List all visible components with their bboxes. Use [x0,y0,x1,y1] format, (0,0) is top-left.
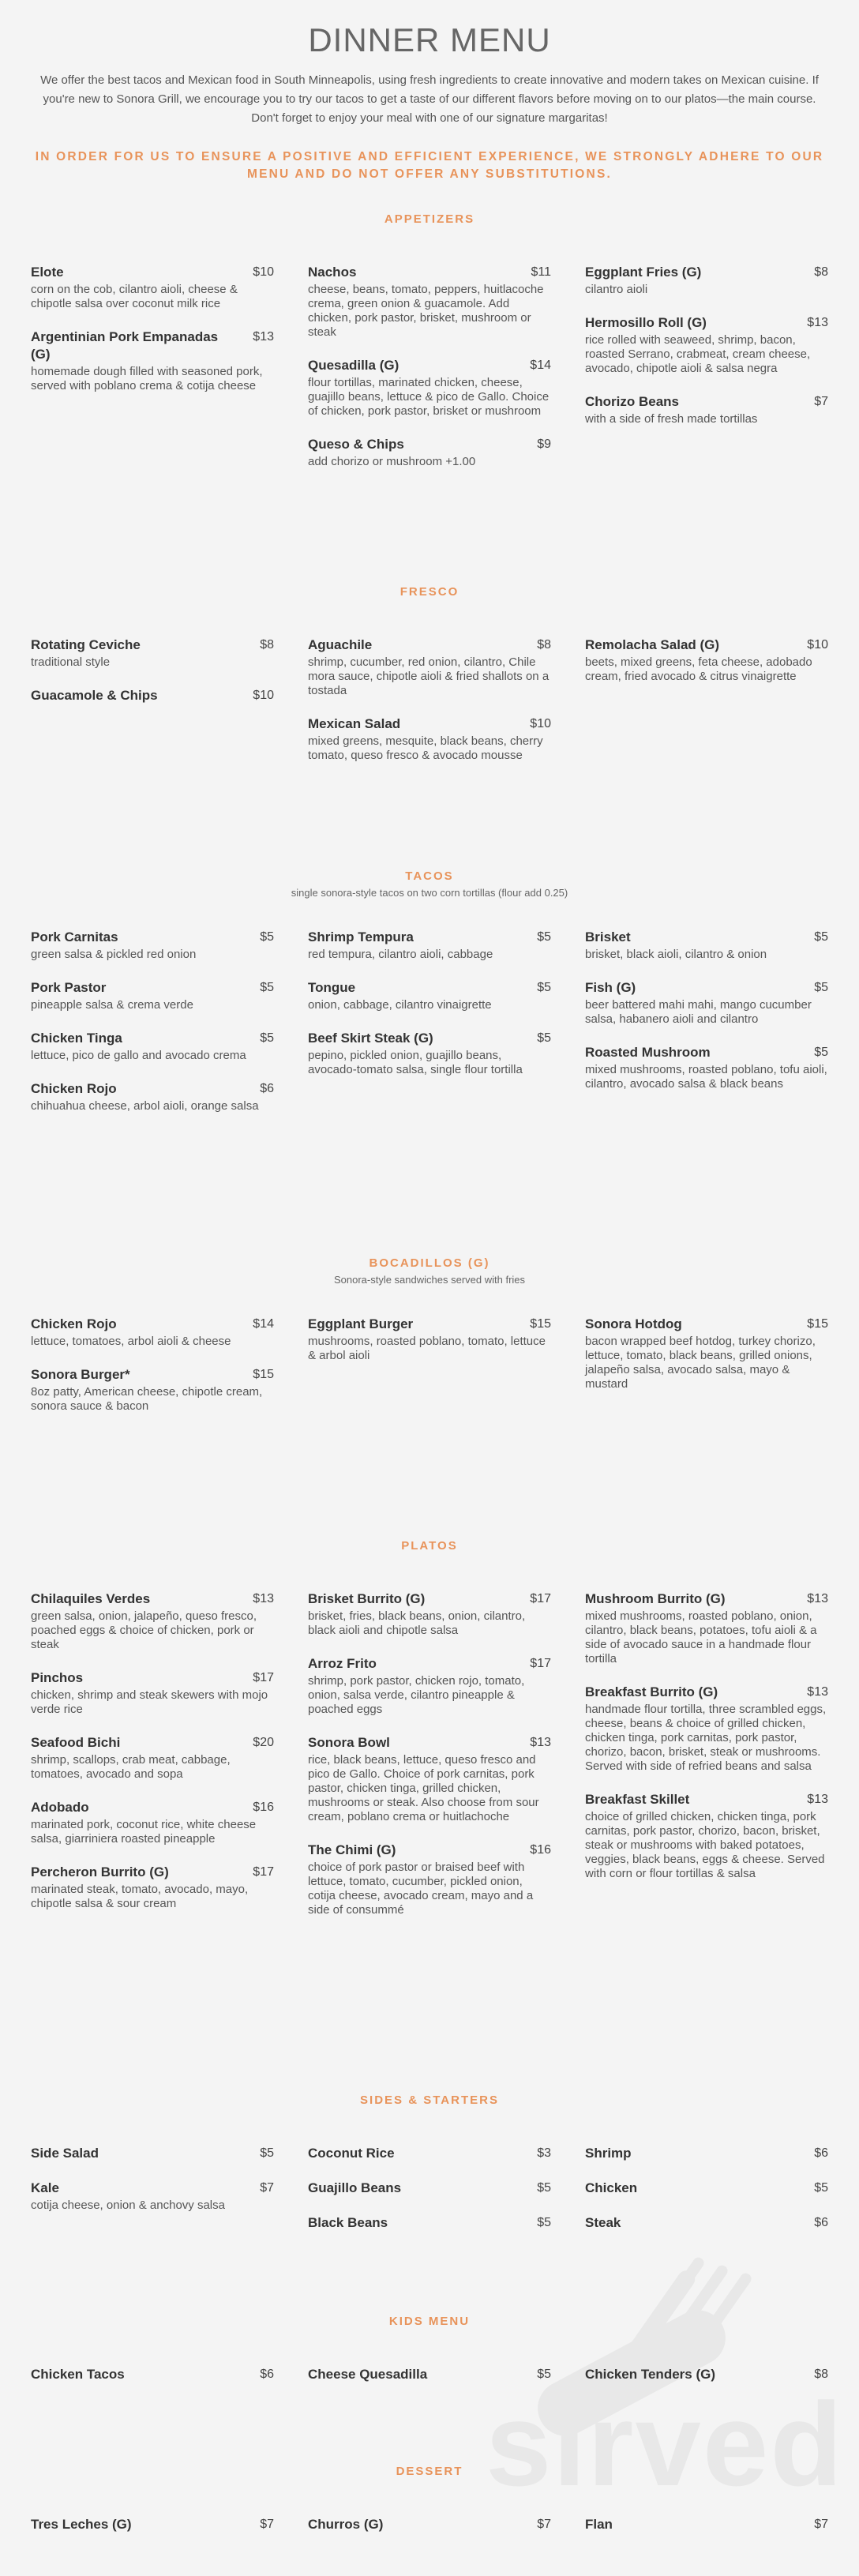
item-description: chicken, shrimp and steak skewers with mojo verde rice [31,1688,268,1716]
menu-column [585,1316,828,1431]
item-name: Sonora Hotdog [585,1316,682,1331]
item-name: Chilaquiles Verdes [31,1591,151,1606]
item-name: Brisket Burrito (G) [308,1591,426,1606]
item-price: $14 [253,1317,274,1331]
item-price: $15 [807,1317,828,1331]
item-price: $13 [807,1592,828,1605]
item-price: $5 [260,930,274,944]
item-price: $9 [537,437,551,451]
item-description: marinated steak, tomato, avocado, mayo, chipotle salsa & sour cream [31,1883,249,1910]
policy-notice: IN ORDER FOR US TO ENSURE A POSITIVE AND EFFICIENT EXPERIENCE, WE STRONGLY ADHERE TO OUR MENU AND DO NOT OFFER ANY SUBSTITUTIONS. [35,150,824,181]
menu-item [308,1655,551,1717]
item-description: rice rolled with seaweed, shrimp, bacon, roasted Serrano, crabmeat, cream cheese, avocado, chipotle aioli & salsa negra [585,333,811,375]
item-name: Chicken [585,2180,638,2195]
menu-item [31,2366,274,2383]
menu-item [308,929,551,962]
item-name: Pork Carnitas [31,929,118,944]
menu-item [31,1030,274,1063]
item-description: 8oz patty, American cheese, chipotle cream, sonora sauce & bacon [31,1385,263,1413]
item-price: $7 [814,2518,828,2531]
menu-column [308,636,551,780]
menu-item [308,2516,551,2533]
menu-column [308,1590,551,1935]
menu-columns [31,1316,828,1431]
item-name: Brisket [585,929,631,944]
item-description: homemade dough filled with seasoned pork, served with poblano crema & cotija cheese [31,365,263,392]
item-name: Chicken Rojo [31,1081,117,1096]
menu-item [31,929,274,962]
menu-column [585,929,828,1131]
item-price: $14 [530,359,551,372]
item-name: Beef Skirt Steak (G) [308,1031,433,1046]
menu-item [31,1080,274,1113]
item-name: Coconut Rice [308,2146,395,2161]
menu-item [585,1316,828,1391]
item-name: Roasted Mushroom [585,1045,711,1060]
item-price: $17 [530,1657,551,1670]
section-title: SIDES & STARTERS [360,2093,499,2107]
menu-item [308,357,551,419]
item-price: $13 [807,1793,828,1806]
item-name: Steak [585,2215,621,2230]
item-name: Queso & Chips [308,437,404,452]
section-title: KIDS MENU [388,2315,471,2328]
item-price: $5 [537,1031,551,1045]
item-description: shrimp, scallops, crab meat, cabbage, tomatoes, avocado and sopa [31,1753,231,1781]
menu-item [31,264,274,311]
item-name: Cheese Quesadilla [308,2367,428,2382]
item-name: Pork Pastor [31,980,107,995]
menu-column [585,1590,828,1935]
menu-item [308,1316,551,1363]
menu-item [31,1669,274,1717]
item-price: $13 [807,316,828,329]
item-price: $15 [253,1368,274,1381]
menu-columns [31,2516,828,2551]
menu-item [308,1590,551,1638]
section-fresco [0,584,859,780]
item-price: $5 [814,2181,828,2195]
menu-item [308,264,551,340]
item-price: $7 [537,2518,551,2531]
menu-item [308,715,551,763]
item-name: Hermosillo Roll (G) [585,315,707,330]
item-name: Adobado [31,1800,89,1815]
item-name: Side Salad [31,2146,99,2161]
item-description: choice of pork pastor or braised beef with lettuce, tomato, cucumber, pickled onion, cotija cheese, avocado cream, mayo and a side of consummé [308,1861,534,1917]
intro-text: We offer the best tacos and Mexican food in South Minneapolis, using fresh ingredients to create innovative and modern takes on Mexican cuisine. If you're new to Sonora Grill, we encourage you to try our tacos to get a taste of our different flavors before moving on to our platos—the main course. Don't forget to enjoy your meal with one of our signature margaritas! [40,73,819,125]
item-price: $10 [253,689,274,702]
menu-item [585,2214,828,2232]
menu-item [31,1799,274,1846]
item-price: $16 [253,1801,274,1814]
item-name: Tres Leches (G) [31,2517,132,2532]
item-price: $6 [814,2146,828,2160]
item-price: $20 [253,1736,274,1749]
item-description: cheese, beans, tomato, peppers, huitlacoche crema, green onion & guacamole. Add chicken, pork pastor, brisket, mushroom or steak [308,283,544,339]
menu-column [308,929,551,1131]
menu-column [585,636,828,780]
item-description: red tempura, cilantro aioli, cabbage [308,948,493,961]
menu-columns [31,929,828,1131]
item-price: $13 [253,1592,274,1605]
menu-columns [31,264,828,486]
item-description: shrimp, pork pastor, chicken rojo, tomato, onion, salsa verde, cilantro pineapple & poached eggs [308,1674,525,1716]
item-description: marinated pork, coconut rice, white cheese salsa, giarriniera roasted pineapple [31,1818,257,1846]
item-description: lettuce, tomatoes, arbol aioli & cheese [31,1335,231,1348]
item-price: $6 [260,1082,274,1095]
menu-columns [31,2366,828,2401]
item-description: choice of grilled chicken, chicken tinga, pork carnitas, pork pastor, chorizo, bacon, brisket, steak or mushrooms with baked potatoes, veggies, black beans, eggs & cheese. Served with corn or flour tortillas & salsa [585,1810,825,1880]
menu-item [31,1590,274,1652]
item-description: brisket, fries, black beans, onion, cilantro, black aioli and chipotle salsa [308,1609,526,1637]
menu-item [585,314,828,376]
item-description: mixed mushrooms, roasted poblano, tofu aioli, cilantro, avocado salsa & black beans [585,1063,827,1091]
item-price: $5 [260,981,274,994]
section-subtitle: single sonora-style tacos on two corn tortillas (flour add 0.25) [291,887,568,899]
item-price: $10 [530,717,551,730]
menu-column [31,1590,274,1935]
item-price: $5 [537,981,551,994]
menu-column [31,929,274,1131]
menu-item [308,636,551,698]
item-price: $5 [814,930,828,944]
menu-column [308,2366,551,2401]
item-price: $6 [260,2368,274,2381]
item-description: mushrooms, roasted poblano, tomato, lettuce & arbol aioli [308,1335,546,1362]
page-title: DINNER MENU [308,21,551,58]
item-description: beets, mixed greens, feta cheese, adobado cream, fried avocado & citrus vinaigrette [585,655,812,683]
menu-column [308,264,551,486]
item-name: Chicken Tinga [31,1031,122,1046]
section-title: FRESCO [399,585,460,599]
menu-item [31,2180,274,2213]
section-title: PLATOS [401,1539,458,1553]
item-price: $17 [253,1671,274,1684]
item-name: Mushroom Burrito (G) [585,1591,726,1606]
menu-item [31,1366,274,1414]
item-description: rice, black beans, lettuce, queso fresco and pico de Gallo. Choice of pork carnitas, pork pastor, chicken tinga, grilled chicken, mushrooms or steak. Also choose from sour cream, poblano crema or huitlachoche [308,1753,539,1823]
item-price: $5 [814,981,828,994]
menu-column [31,264,274,486]
item-price: $5 [260,2146,274,2160]
item-name: Sonora Burger* [31,1367,130,1382]
menu-item [308,2180,551,2197]
item-name: Elote [31,265,64,280]
item-price: $17 [530,1592,551,1605]
menu-column [585,264,828,486]
item-price: $7 [814,395,828,408]
item-price: $5 [260,1031,274,1045]
section-tacos [0,869,859,1131]
item-description: mixed greens, mesquite, black beans, cherry tomato, queso fresco & avocado mousse [308,734,543,762]
menu-item [308,1734,551,1824]
item-name: Rotating Ceviche [31,637,141,652]
item-name: Guajillo Beans [308,2180,402,2195]
item-price: $10 [253,265,274,279]
menu-column [31,2366,274,2401]
item-price: $5 [537,2181,551,2195]
item-description: traditional style [31,655,111,669]
item-description: beer battered mahi mahi, mango cucumber salsa, habanero aioli and cilantro [585,998,812,1026]
menu-page [0,0,859,183]
menu-column [585,2516,828,2551]
menu-columns [31,1590,828,1935]
item-description: with a side of fresh made tortillas [585,412,758,426]
item-description: mixed mushrooms, roasted poblano, onion, cilantro, black beans, potatoes, tofu aioli & a side of avocado sauce in a handmade flour tortilla [585,1609,817,1665]
menu-item [308,2145,551,2162]
item-name: Breakfast Burrito (G) [585,1684,718,1699]
item-description: bacon wrapped beef hotdog, turkey chorizo, lettuce, tomato, black beans, grilled onions, jalapeño salsa, avocado salsa, mayo & mustard [585,1335,816,1391]
menu-column [585,2366,828,2401]
menu-item [585,1684,828,1774]
item-price: $7 [260,2181,274,2195]
item-name: Eggplant Fries (G) [585,265,702,280]
item-name: Guacamole & Chips [31,688,158,703]
menu-item [31,636,274,670]
section-kids-menu [0,2314,859,2401]
item-name: Nachos [308,265,357,280]
item-name: Eggplant Burger [308,1316,414,1331]
item-description: corn on the cob, cilantro aioli, cheese & chipotle salsa over coconut milk rice [31,283,238,310]
item-name: Quesadilla (G) [308,358,399,373]
item-price: $3 [537,2146,551,2160]
item-description: green salsa, onion, jalapeño, queso fresco, poached eggs & choice of chicken, pork or steak [31,1609,257,1651]
menu-item [585,2180,828,2197]
item-price: $15 [530,1317,551,1331]
section-appetizers [0,212,859,486]
section-bocadillos-g [0,1256,859,1431]
menu-item [585,929,828,962]
item-price: $5 [537,2368,551,2381]
item-name: Shrimp [585,2146,632,2161]
item-description: brisket, black aioli, cilantro & onion [585,948,767,961]
menu-item [585,264,828,297]
watermark-logo: sirved [486,2378,844,2510]
menu-item [31,2145,274,2162]
item-price: $8 [537,638,551,652]
section-platos [0,1538,859,1935]
item-price: $5 [814,1046,828,1059]
item-price: $13 [807,1685,828,1699]
menu-column [31,2516,274,2551]
item-price: $11 [531,265,551,279]
item-name: Flan [585,2517,613,2532]
item-description: onion, cabbage, cilantro vinaigrette [308,998,492,1012]
item-name: Chicken Rojo [31,1316,117,1331]
item-description: handmade flour tortilla, three scrambled eggs, cheese, beans & choice of grilled chicken, chicken tinga, pork carnitas, pork pastor, chorizo, bacon, brisket, steak or mushrooms. Served with side of refried beans and salsa [585,1703,827,1773]
item-price: $17 [253,1865,274,1879]
item-name: Chorizo Beans [585,394,680,409]
item-name: Fish (G) [585,980,636,995]
item-name: Mexican Salad [308,716,401,731]
item-price: $5 [537,930,551,944]
item-price: $5 [537,2216,551,2229]
item-price: $13 [530,1736,551,1749]
menu-item [31,329,274,393]
item-name: Aguachile [308,637,373,652]
menu-item [308,436,551,469]
item-price: $8 [814,265,828,279]
item-name: Chicken Tenders (G) [585,2367,715,2382]
menu-column [31,1316,274,1431]
section-sides-starters [0,2093,859,2249]
item-name: Sonora Bowl [308,1735,390,1750]
menu-item [31,979,274,1012]
menu-item [308,1842,551,1917]
item-description: shrimp, cucumber, red onion, cilantro, Chile mora sauce, chipotle aioli & fried shallots on a tostada [308,655,550,697]
item-description: green salsa & pickled red onion [31,948,197,961]
section-title: APPETIZERS [384,212,475,226]
item-price: $10 [807,638,828,652]
menu-item [585,1791,828,1881]
menu-columns [31,2145,828,2249]
menu-column [31,2145,274,2249]
item-description: chihuahua cheese, arbol aioli, orange salsa [31,1099,259,1113]
menu-item [585,979,828,1027]
item-description: cilantro aioli [585,283,648,296]
item-price: $8 [814,2368,828,2381]
item-description: lettuce, pico de gallo and avocado crema [31,1049,246,1062]
menu-item [31,1316,274,1349]
menu-item [585,393,828,426]
item-price: $13 [253,330,274,344]
menu-item [585,2516,828,2533]
section-title: TACOS [405,869,454,883]
item-name: Black Beans [308,2215,388,2230]
item-name: Shrimp Tempura [308,929,414,944]
item-description: pineapple salsa & crema verde [31,998,193,1012]
menu-column [31,636,274,780]
item-name: Argentinian Pork Empanadas (G) [31,329,219,362]
item-name: Tongue [308,980,356,995]
menu-item [585,1044,828,1091]
menu-item [308,2214,551,2232]
menu-item [308,1030,551,1077]
item-name: Pinchos [31,1670,84,1685]
item-price: $7 [260,2518,274,2531]
menu-item [31,687,274,704]
item-price: $8 [260,638,274,652]
item-price: $16 [530,1843,551,1857]
item-name: Seafood Bichi [31,1735,121,1750]
menu-item [31,2516,274,2533]
item-name: Arroz Frito [308,1656,377,1671]
section-title: DESSERT [396,2465,463,2478]
menu-item [308,979,551,1012]
section-dessert [0,2464,859,2551]
menu-item [31,1734,274,1782]
section-subtitle: Sonora-style sandwiches served with fries [333,1274,526,1286]
menu-item [31,1864,274,1911]
menu-column [585,2145,828,2249]
item-description: add chorizo or mushroom +1.00 [308,455,476,468]
item-name: Chicken Tacos [31,2367,125,2382]
section-title: BOCADILLOS (G) [369,1256,490,1270]
item-name: Percheron Burrito (G) [31,1864,169,1879]
item-description: cotija cheese, onion & anchovy salsa [31,2199,225,2212]
item-name: Kale [31,2180,59,2195]
item-name: The Chimi (G) [308,1842,396,1857]
item-description: flour tortillas, marinated chicken, cheese, guajillo beans, lettuce & pico de Gallo. Choice of chicken, pork pastor, brisket or mushroom [308,376,550,418]
menu-column [308,2516,551,2551]
menu-item [585,2366,828,2383]
menu-column [308,2145,551,2249]
item-description: pepino, pickled onion, guajillo beans, avocado-tomato salsa, single flour tortilla [308,1049,523,1076]
item-price: $6 [814,2216,828,2229]
menu-item [585,636,828,684]
menu-item [585,2145,828,2162]
item-name: Churros (G) [308,2517,384,2532]
menu-column [308,1316,551,1431]
menu-item [585,1590,828,1666]
menu-columns [31,636,828,780]
item-name: Remolacha Salad (G) [585,637,720,652]
menu-item [308,2366,551,2383]
item-name: Breakfast Skillet [585,1792,690,1807]
